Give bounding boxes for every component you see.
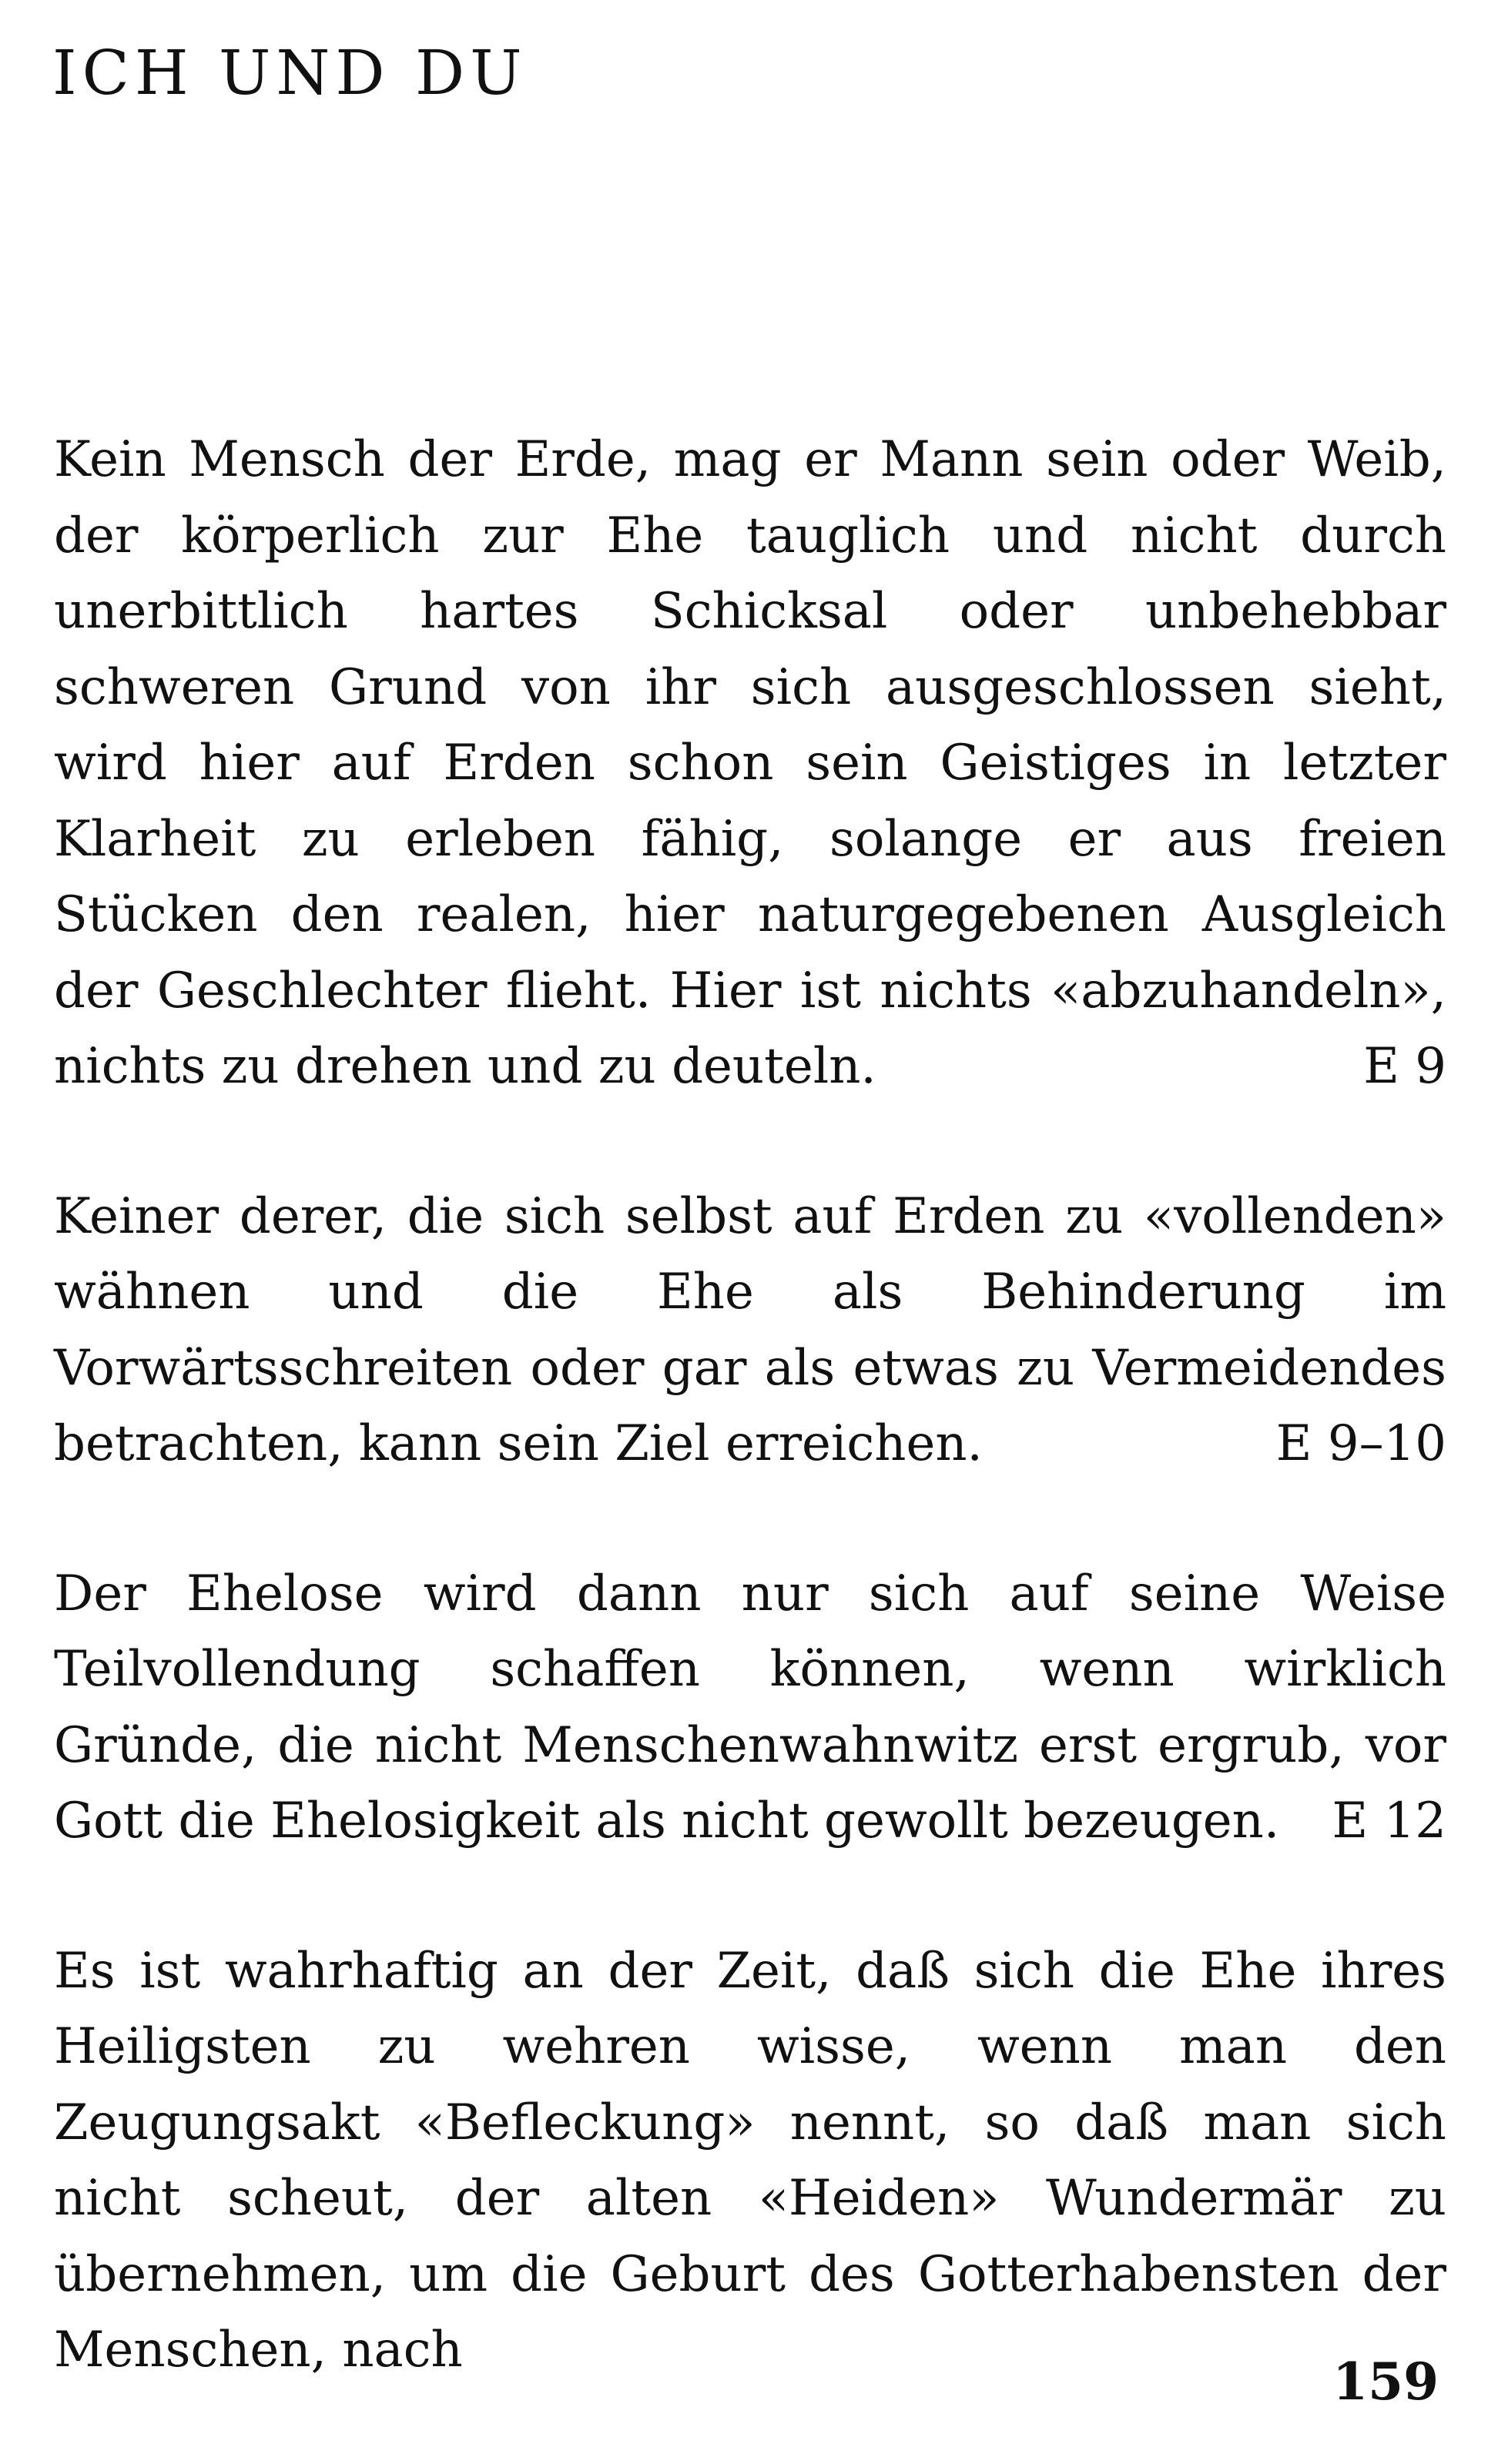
source-reference: E 12	[1332, 1793, 1446, 1850]
paragraph-text: Es ist wahrhaftig an der Zeit, daß sich die Ehe ihres Heiligsten zu wehren wisse, wenn man den Zeugungsakt «Befleckung» nennt, so daß man sich nicht scheut, der alten «Heiden» Wundermär zu übernehmen, um die Geburt des Gotterhabensten der Menschen, nach	[54, 1942, 1446, 2379]
paragraph-text: Keiner derer, die sich selbst auf Erden zu «vollenden» wähnen und die Ehe als Behinderung im Vorwärtsschreiten oder gar als etwas zu Vermeidendes betrachten, kann sein Ziel erreichen.	[54, 1187, 1446, 1472]
paragraph-3	[54, 1556, 1446, 1860]
paragraph-text: Kein Mensch der Erde, mag er Mann sein oder Weib, der körperlich zur Ehe tauglich und nicht durch unerbittlich hartes Schicksal oder unbehebbar schweren Grund von ihr sich ausgeschlossen sieht, wird hier auf Erden schon sein Geistiges in letzter Klarheit zu erleben fähig, solange er aus freien Stücken den realen, hier naturgegebenen Ausgleich der Geschlechter flieht. Hier ist nichts «abzuhandeln», nichts zu drehen und zu deuteln.	[54, 431, 1446, 1095]
paragraph-1	[54, 422, 1446, 1105]
paragraph-2	[54, 1179, 1446, 1482]
running-head: ICH UND DU	[52, 37, 528, 109]
paragraph-text: Der Ehelose wird dann nur sich auf seine Weise Teilvollendung schaffen können, wenn wirklich Gründe, die nicht Menschenwahnwitz erst ergrub, vor Gott die Ehelosigkeit als nicht gewollt bezeugen.	[54, 1565, 1446, 1850]
source-reference: E 9	[1363, 1038, 1446, 1095]
body-text	[54, 422, 1446, 2389]
source-reference: E 9–10	[1275, 1415, 1446, 1472]
paragraph-4	[54, 1933, 1446, 2389]
page-number: 159	[1332, 2352, 1439, 2412]
